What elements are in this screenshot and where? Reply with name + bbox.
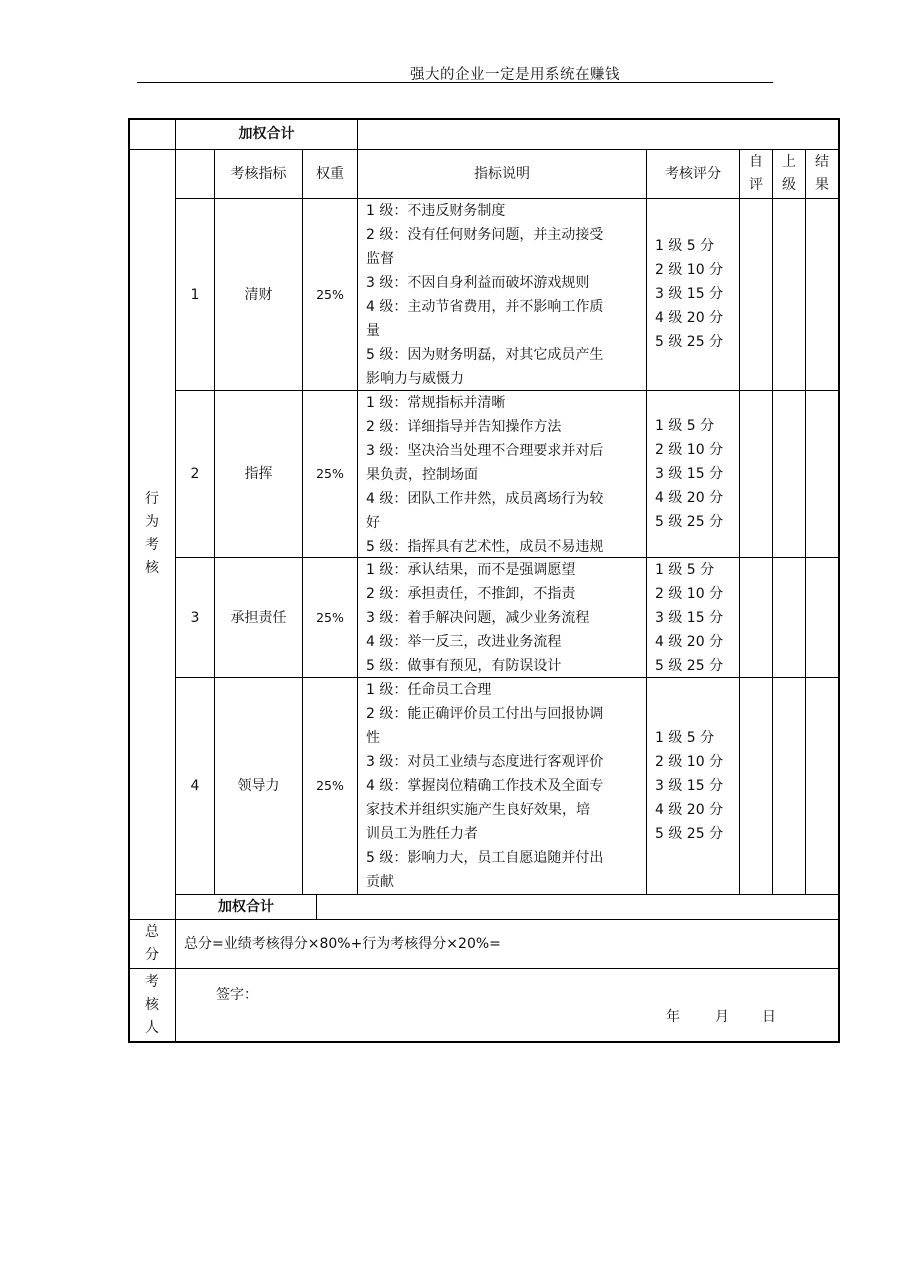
score-level: 5 级 25 分 (655, 334, 724, 350)
date-month: 月 (715, 1009, 729, 1025)
row-number: 4 (190, 778, 200, 794)
rule-v (739, 149, 740, 894)
row-indicator-name: 清财 (244, 287, 273, 303)
rule-v (646, 149, 647, 894)
col-header-self: 自评 (749, 154, 763, 193)
score-level: 5 级 25 分 (655, 514, 724, 530)
score-level: 4 级 20 分 (655, 634, 724, 650)
description-line: 5 级：做事有预见，有防误设计 (366, 658, 562, 674)
rule-v (805, 149, 806, 894)
col-header-weight: 权重 (316, 166, 344, 182)
row-score-levels (655, 726, 739, 846)
row-number: 1 (190, 287, 200, 303)
col-header-description: 指标说明 (474, 166, 530, 182)
description-line: 5 级：影响力大，员工自愿追随并付出 (366, 850, 604, 866)
score-level: 1 级 5 分 (655, 562, 715, 578)
description-line: 好 (366, 515, 380, 531)
col-header-score: 考核评分 (665, 166, 721, 182)
top-weighted-total-label: 加权合计 (238, 126, 295, 142)
rule-v (772, 149, 773, 894)
description-line: 量 (366, 323, 380, 339)
description-line: 训员工为胜任力者 (366, 826, 478, 842)
score-level: 4 级 20 分 (655, 802, 724, 818)
row-number: 2 (190, 466, 200, 482)
score-level: 5 级 25 分 (655, 658, 724, 674)
score-level: 2 级 10 分 (655, 754, 724, 770)
description-line: 4 级：主动节省费用，并不影响工作质 (366, 299, 604, 315)
score-level: 2 级 10 分 (655, 586, 724, 602)
score-level: 1 级 5 分 (655, 730, 715, 746)
description-line: 3 级：不因自身利益而破坏游戏规则 (366, 275, 590, 291)
score-level: 1 级 5 分 (655, 238, 715, 254)
row-indicator-name: 承担责任 (230, 610, 287, 626)
score-level: 5 级 25 分 (655, 826, 724, 842)
description-line: 3 级：坚决洽当处理不合理要求并对后 (366, 443, 604, 459)
row-score-levels (655, 414, 739, 534)
score-level: 4 级 20 分 (655, 490, 724, 506)
header-title: 强大的企业一定是用系统在赚钱 (410, 67, 620, 83)
score-level: 2 级 10 分 (655, 262, 724, 278)
table-border-top (128, 118, 840, 120)
description-line: 1 级：不违反财务制度 (366, 203, 506, 219)
score-level: 4 级 20 分 (655, 310, 724, 326)
description-line: 5 级：因为财务明磊，对其它成员产生 (366, 347, 604, 363)
description-line: 影响力与威慑力 (366, 371, 464, 387)
row-weight: 25% (316, 778, 344, 793)
table-border-left (128, 118, 130, 1043)
col-header-superior: 上级 (782, 154, 796, 193)
description-line: 性 (366, 730, 380, 746)
description-line: 4 级：举一反三，改进业务流程 (366, 634, 562, 650)
description-line: 1 级：常规指标并清晰 (366, 395, 506, 411)
reviewer-label: 考核人 (145, 974, 159, 1036)
row-score-levels (655, 558, 739, 678)
rule-v (316, 894, 317, 919)
header-rule (137, 82, 773, 83)
date-day: 日 (762, 1009, 776, 1025)
bottom-weighted-total-label: 加权合计 (218, 899, 274, 915)
row-score-levels (655, 234, 739, 354)
rule-h (128, 968, 840, 969)
rule-h (128, 149, 840, 150)
description-line: 2 级：没有任何财务问题，并主动接受 (366, 227, 604, 243)
description-line: 贡献 (366, 874, 394, 890)
rule-h (128, 919, 840, 920)
score-level: 3 级 15 分 (655, 610, 724, 626)
row-weight: 25% (316, 610, 344, 625)
section-label: 行为考核 (145, 491, 159, 576)
row-weight: 25% (316, 287, 344, 302)
description-line: 1 级：承认结果，而不是强调愿望 (366, 562, 576, 578)
score-level: 3 级 15 分 (655, 286, 724, 302)
description-line: 4 级：掌握岗位精确工作技术及全面专 (366, 778, 604, 794)
description-line: 果负责，控制场面 (366, 467, 478, 483)
score-level: 3 级 15 分 (655, 466, 724, 482)
signature-label: 签字： (216, 987, 258, 1003)
total-label: 总分 (145, 924, 159, 963)
description-line: 2 级：承担责任，不推卸，不指责 (366, 586, 576, 602)
description-line: 2 级：能正确评价员工付出与回报协调 (366, 706, 604, 722)
row-description (366, 199, 642, 391)
description-line: 1 级：任命员工合理 (366, 682, 492, 698)
table-border-right (838, 118, 840, 1043)
row-description (366, 391, 642, 559)
row-indicator-name: 领导力 (237, 778, 280, 794)
score-level: 3 级 15 分 (655, 778, 724, 794)
description-line: 5 级：指挥具有艺术性，成员不易违规 (366, 539, 604, 555)
row-description (366, 558, 642, 678)
description-line: 监督 (366, 251, 394, 267)
score-level: 2 级 10 分 (655, 442, 724, 458)
description-line: 家技术并组织实施产生良好效果，培 (366, 802, 590, 818)
table-border-bottom (128, 1041, 840, 1043)
col-header-indicator: 考核指标 (230, 166, 287, 182)
col-header-result: 结果 (815, 154, 829, 193)
date-year: 年 (666, 1009, 680, 1025)
row-indicator-name: 指挥 (244, 466, 273, 482)
description-line: 2 级：详细指导并告知操作方法 (366, 419, 562, 435)
description-line: 3 级：对员工业绩与态度进行客观评价 (366, 754, 604, 770)
description-line: 4 级：团队工作井然，成员离场行为较 (366, 491, 604, 507)
row-description (366, 678, 642, 894)
rule-v (357, 118, 358, 149)
description-line: 3 级：着手解决问题，减少业务流程 (366, 610, 590, 626)
rule-v (357, 149, 358, 894)
row-number: 3 (190, 610, 200, 626)
row-weight: 25% (316, 466, 344, 481)
total-formula: 总分=业绩考核得分×80%+行为考核得分×20%= (184, 936, 501, 952)
score-level: 1 级 5 分 (655, 418, 715, 434)
